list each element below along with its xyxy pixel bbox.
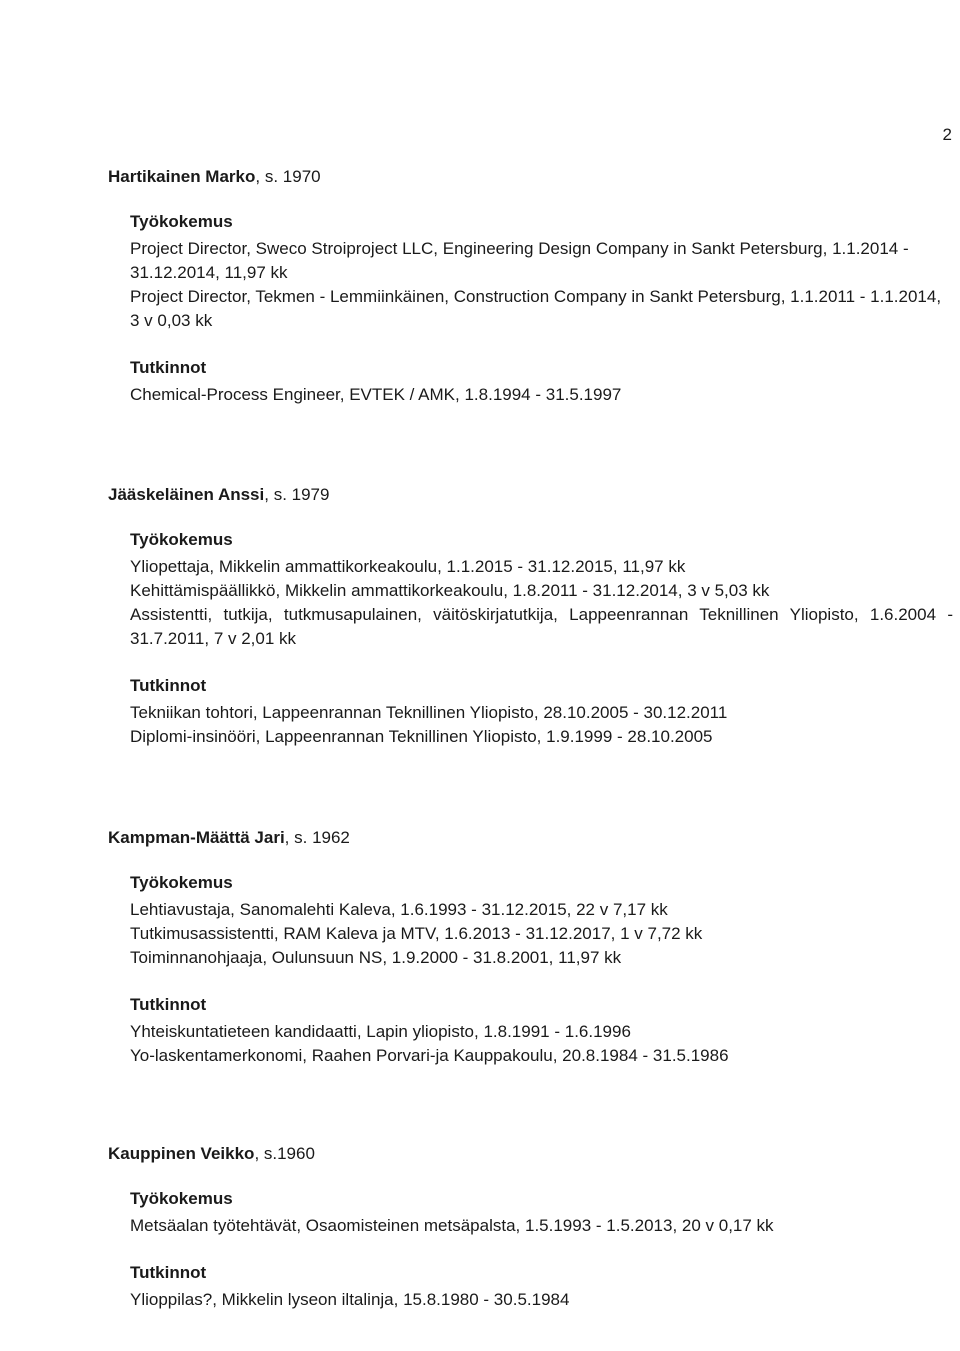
- degree-item: Ylioppilas?, Mikkelin lyseon iltalinja, 15.8.1980 - 30.5.1984: [130, 1290, 570, 1309]
- person-entry-jaaskelainen: [108, 483, 953, 773]
- person-name: Kampman-Määttä Jari: [108, 828, 285, 847]
- person-heading: [108, 483, 953, 507]
- experience-item: Toiminnanohjaaja, Oulunsuun NS, 1.9.2000 - 31.8.2001, 11,97 kk: [130, 948, 622, 967]
- experience-section: [130, 1188, 953, 1238]
- person-name: Hartikainen Marko: [108, 167, 256, 186]
- person-entry-kauppinen: [108, 1142, 953, 1336]
- experience-item: Assistentti, tutkija, tutkmusapulainen, väitöskirjatutkija, Lappeenrannan Teknillinen Yliopisto, 1.6.2004 - 31.7.2011, 7 v 2,01 kk: [130, 605, 953, 648]
- person-heading: [108, 165, 953, 189]
- experience-heading: Työkokemus: [130, 1189, 233, 1208]
- degrees-section: [130, 357, 953, 407]
- degrees-heading: Tutkinnot: [130, 358, 207, 377]
- degrees-section: [130, 675, 953, 749]
- degree-item: Diplomi-insinööri, Lappeenrannan Teknillinen Yliopisto, 1.9.1999 - 28.10.2005: [130, 727, 713, 746]
- person-birth: , s. 1970: [255, 167, 321, 186]
- degree-item: Tekniikan tohtori, Lappeenrannan Teknillinen Yliopisto, 28.10.2005 - 30.12.2011: [130, 703, 728, 722]
- experience-item: Kehittämispäällikkö, Mikkelin ammattikorkeakoulu, 1.8.2011 - 31.12.2014, 3 v 5,03 kk: [130, 581, 770, 600]
- degrees-section: [130, 1262, 953, 1312]
- experience-item: Lehtiavustaja, Sanomalehti Kaleva, 1.6.1993 - 31.12.2015, 22 v 7,17 kk: [130, 900, 668, 919]
- page-number: 2: [942, 125, 952, 144]
- person-birth: , s. 1962: [284, 828, 350, 847]
- degree-item: Yo-laskentamerkonomi, Raahen Porvari-ja Kauppakoulu, 20.8.1984 - 31.5.1986: [130, 1046, 729, 1065]
- degrees-heading: Tutkinnot: [130, 1263, 207, 1282]
- experience-section: [130, 211, 953, 333]
- person-heading: [108, 826, 953, 850]
- experience-heading: Työkokemus: [130, 212, 233, 231]
- person-name: Jääskeläinen Anssi: [108, 485, 265, 504]
- person-heading: [108, 1142, 953, 1166]
- experience-section: [130, 872, 953, 970]
- person-name: Kauppinen Veikko: [108, 1144, 255, 1163]
- experience-item: Metsäalan työtehtävät, Osaomisteinen metsäpalsta, 1.5.1993 - 1.5.2013, 20 v 0,17 kk: [130, 1216, 774, 1235]
- degrees-section: [130, 994, 953, 1068]
- degree-item: Chemical-Process Engineer, EVTEK / AMK, 1.8.1994 - 31.5.1997: [130, 385, 622, 404]
- degrees-heading: Tutkinnot: [130, 995, 207, 1014]
- experience-item: Yliopettaja, Mikkelin ammattikorkeakoulu, 1.1.2015 - 31.12.2015, 11,97 kk: [130, 557, 686, 576]
- experience-item: Project Director, Tekmen - Lemmiinkäinen, Construction Company in Sankt Petersburg, 1.1.2011 - 1.1.2014, 3 v 0,03 kk: [130, 287, 942, 330]
- degrees-heading: Tutkinnot: [130, 676, 207, 695]
- experience-item: Tutkimusassistentti, RAM Kaleva ja MTV, 1.6.2013 - 31.12.2017, 1 v 7,72 kk: [130, 924, 703, 943]
- experience-section: [130, 529, 953, 651]
- person-entry-kampman-maatta: [108, 826, 953, 1092]
- person-birth: , s.1960: [254, 1144, 315, 1163]
- person-birth: , s. 1979: [264, 485, 330, 504]
- degree-item: Yhteiskuntatieteen kandidaatti, Lapin yliopisto, 1.8.1991 - 1.6.1996: [130, 1022, 631, 1041]
- experience-heading: Työkokemus: [130, 873, 233, 892]
- person-entry-hartikainen: [108, 165, 953, 431]
- experience-heading: Työkokemus: [130, 530, 233, 549]
- experience-item: Project Director, Sweco Stroiproject LLC, Engineering Design Company in Sankt Petersburg, 1.1.2014 - 31.12.2014, 11,97 kk: [130, 239, 909, 282]
